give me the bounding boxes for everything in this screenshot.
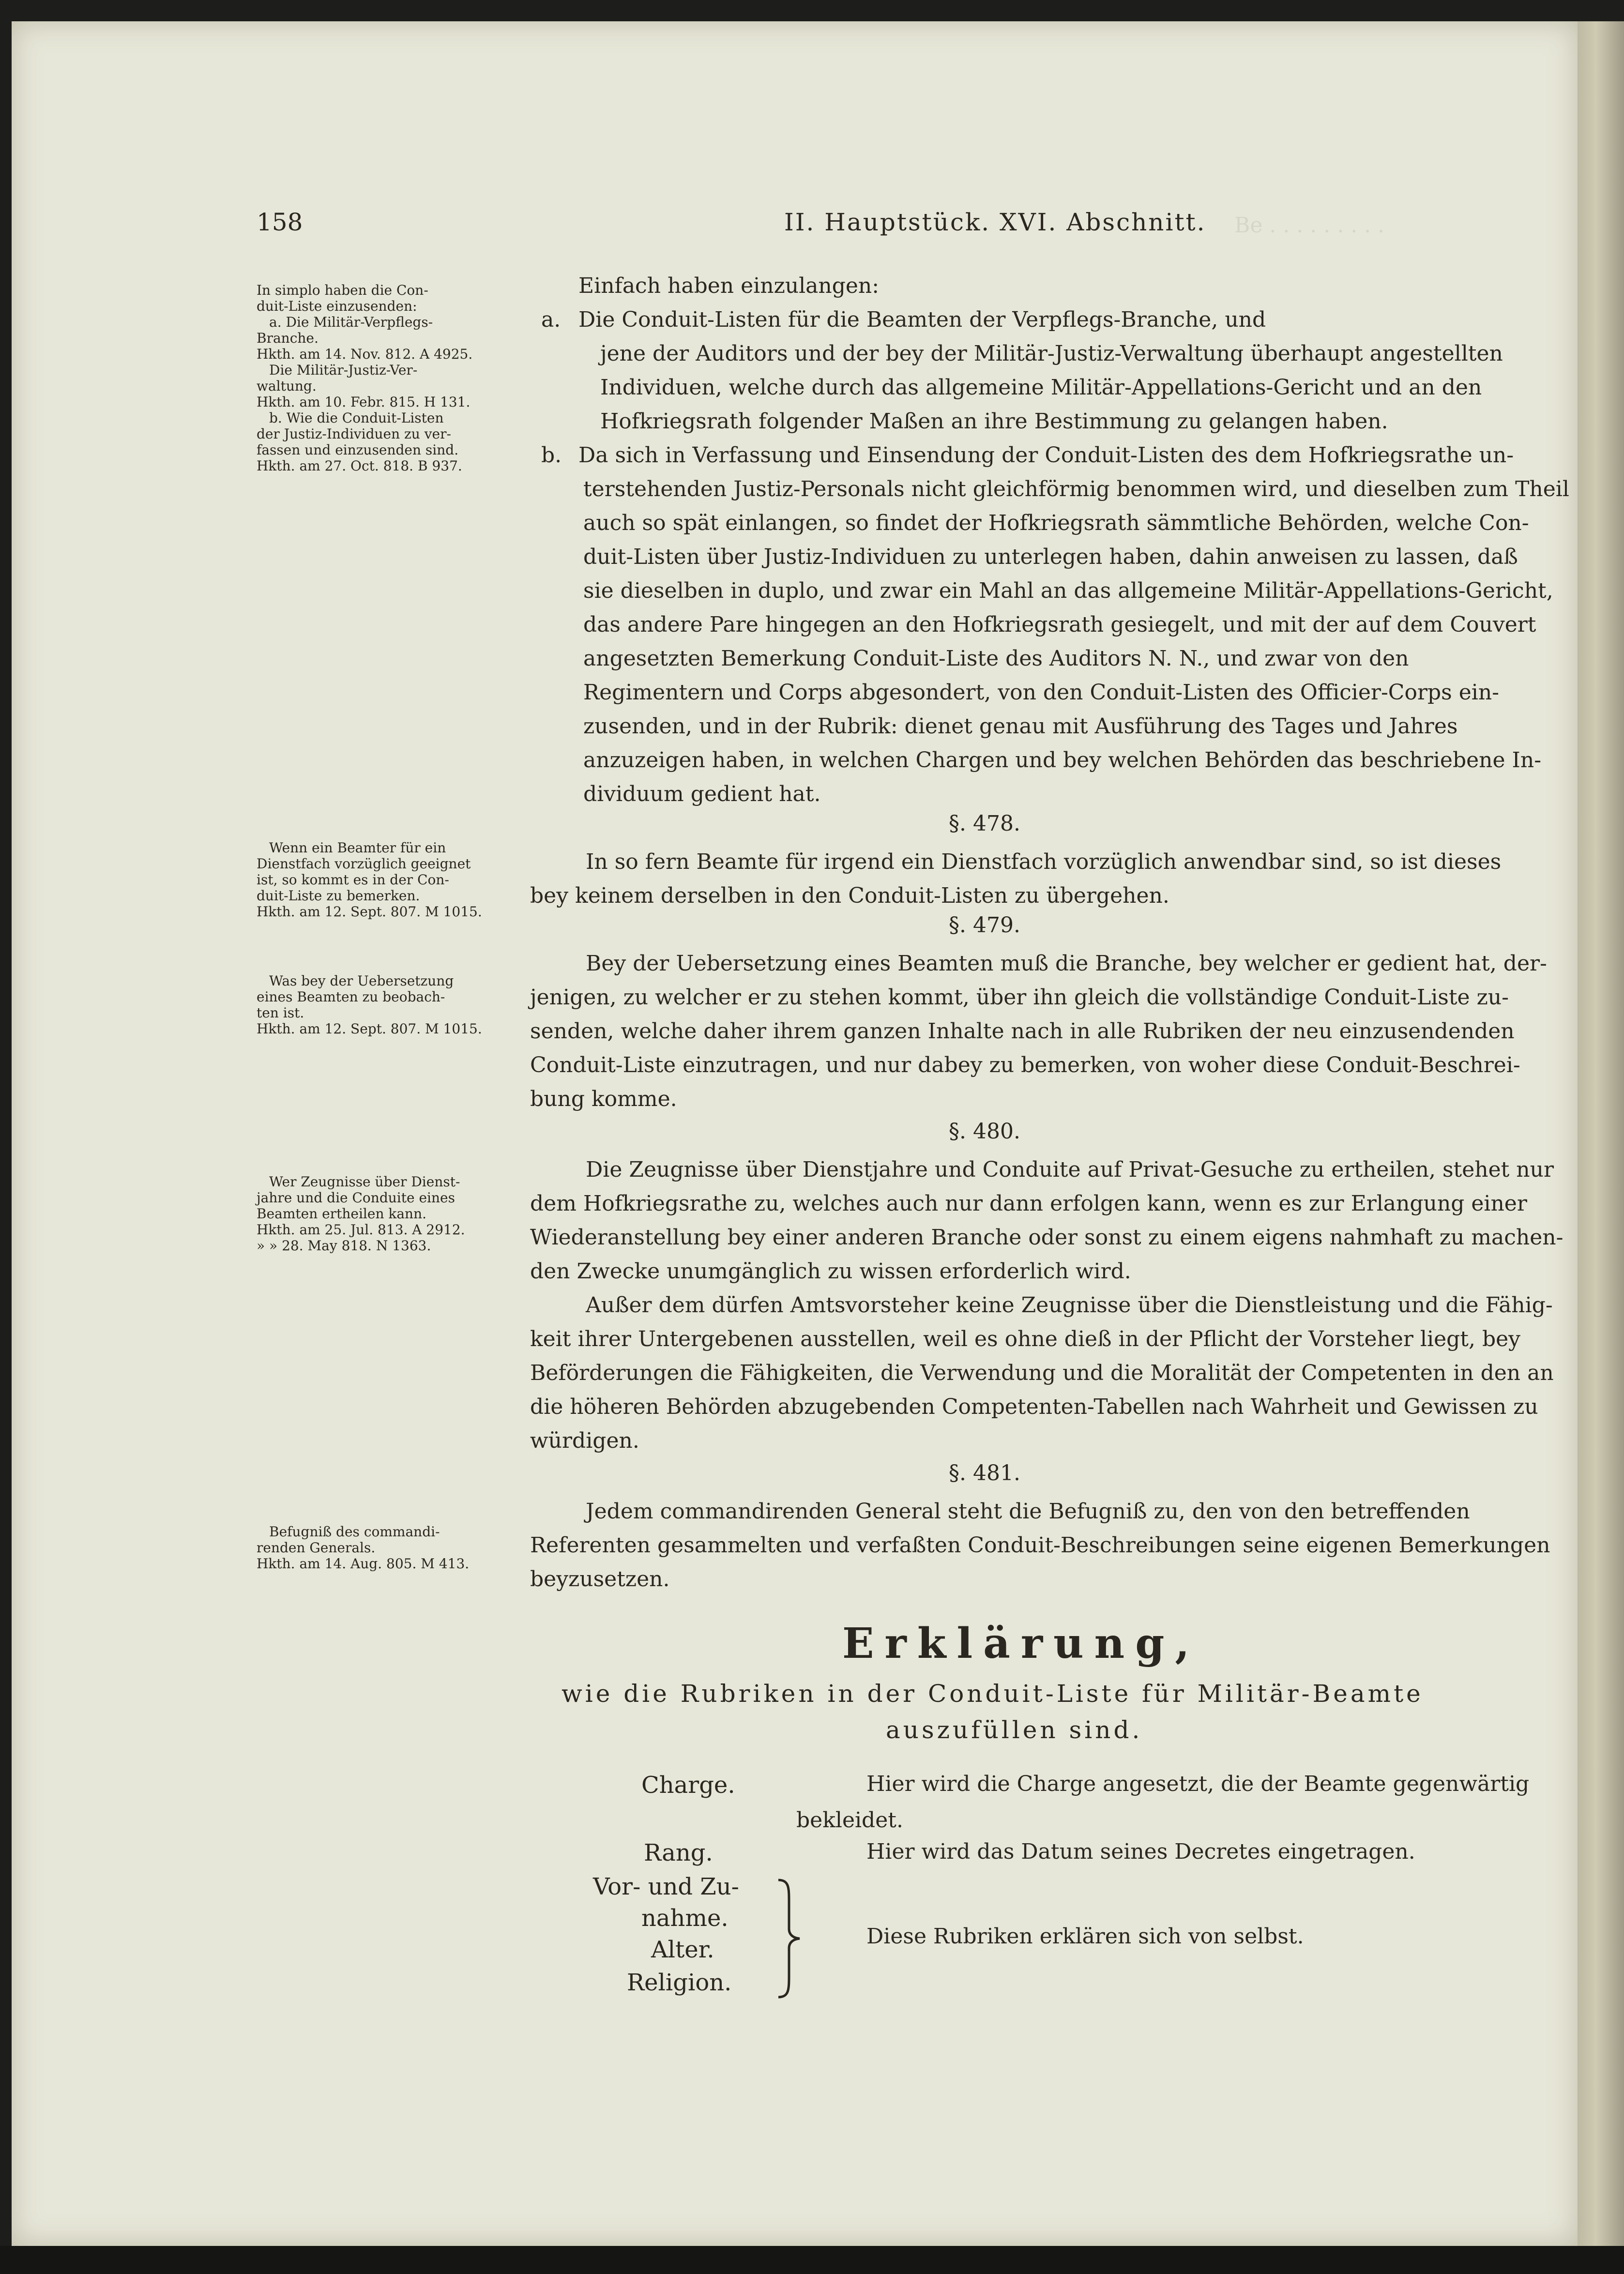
margin-line: Wenn ein Beamter für ein <box>269 840 446 856</box>
item-b-line: das andere Pare hingegen an den Hofkriegsrath gesiegelt, und mit der auf dem Couvert <box>583 612 1536 637</box>
margin-line: renden Generals. <box>257 1540 376 1556</box>
margin-line: a. Die Militär-Verpflegs- <box>269 314 433 330</box>
running-head: II. Hauptstück. XVI. Abschnitt. <box>784 208 1206 236</box>
item-b-line: auch so spät einlangen, so findet der Hofkriegsrath sämmtliche Behörden, welche Con- <box>583 511 1529 535</box>
margin-note-5 <box>257 1524 518 1572</box>
section-480-heading: §. 480. <box>949 1119 1020 1144</box>
section-480-line: keit ihrer Untergebenen ausstellen, weil es ohne dieß in der Pflicht der Vorsteher liegt, bey <box>530 1327 1520 1351</box>
margin-line: waltung. <box>257 378 317 394</box>
section-481-line: beyzusetzen. <box>530 1567 670 1592</box>
margin-line: Hkth. am 14. Nov. 812. A 4925. <box>257 346 473 362</box>
section-478-heading: §. 478. <box>949 811 1020 836</box>
rubric-name-label: Vor- und Zu- <box>593 1873 739 1900</box>
margin-note-3 <box>257 973 518 1037</box>
item-b-line: sie dieselben in duplo, und zwar ein Mahl an das allgemeine Militär-Appellations-Gericht, <box>583 578 1553 603</box>
section-480-line: Die Zeugnisse über Dienstjahre und Conduite auf Privat-Gesuche zu ertheilen, stehet nur <box>586 1157 1554 1182</box>
margin-line: ten ist. <box>257 1005 304 1021</box>
section-480-line: dem Hofkriegsrathe zu, welches auch nur dann erfolgen kann, wenn es zur Erlangung einer <box>530 1191 1527 1216</box>
margin-line: » » 28. May 818. N 1363. <box>257 1238 431 1254</box>
margin-line: In simplo haben die Con- <box>257 282 428 298</box>
section-479-line: senden, welche daher ihrem ganzen Inhalte nach in alle Rubriken der neu einzusendenden <box>530 1019 1515 1044</box>
margin-line: Wer Zeugnisse über Dienst- <box>269 1174 460 1190</box>
item-b-line: angesetzten Bemerkung Conduit-Liste des Auditors N. N., und zwar von den <box>583 646 1409 671</box>
margin-line: Hkth. am 12. Sept. 807. M 1015. <box>257 904 482 920</box>
rubric-alter-label: Alter. <box>651 1936 714 1963</box>
item-b-marker: b. <box>541 443 562 468</box>
item-b-line: dividuum gedient hat. <box>583 782 821 806</box>
item-b-line: terstehenden Justiz-Personals nicht gleichförmig benommen wird, und dieselben zum Theil <box>583 477 1569 501</box>
section-479-line: Conduit-Liste einzutragen, und nur dabey zu bemerken, von woher diese Conduit-Beschrei- <box>530 1053 1520 1077</box>
section-480-line: Außer dem dürfen Amtsvorsteher keine Zeugnisse über die Dienstleistung und die Fähig- <box>586 1293 1553 1318</box>
section-481-line: Referenten gesammelten und verfaßten Conduit-Beschreibungen seine eigenen Bemerkungen <box>530 1533 1550 1558</box>
rubric-charge-label: Charge. <box>641 1772 735 1799</box>
page-number: 158 <box>257 208 303 236</box>
margin-line: eines Beamten zu beobach- <box>257 989 445 1005</box>
margin-line: jahre und die Conduite eines <box>257 1190 455 1206</box>
section-480-line: die höheren Behörden abzugebenden Competenten-Tabellen nach Wahrheit und Gewissen zu <box>530 1395 1538 1419</box>
margin-line: der Justiz-Individuen zu ver- <box>257 426 451 442</box>
margin-line: Hkth. am 14. Aug. 805. M 413. <box>257 1556 470 1572</box>
rubric-rang-label: Rang. <box>644 1839 713 1866</box>
section-479-heading: §. 479. <box>949 913 1020 938</box>
item-a-line: Die Conduit-Listen für die Beamten der Verpflegs-Branche, und <box>578 307 1266 332</box>
margin-line: Hkth. am 27. Oct. 818. B 937. <box>257 458 462 474</box>
margin-line: Befugniß des commandi- <box>269 1524 440 1540</box>
section-478-line: In so fern Beamte für irgend ein Dienstfach vorzüglich anwendbar sind, so ist dieses <box>586 849 1502 874</box>
rubric-charge-desc: Hier wird die Charge angesetzt, die der Beamte gegenwärtig <box>866 1772 1530 1796</box>
item-a-line: Hofkriegsrath folgender Maßen an ihre Bestimmung zu gelangen haben. <box>600 409 1388 434</box>
rubric-religion-label: Religion. <box>627 1969 732 1996</box>
margin-line: Hkth. am 12. Sept. 807. M 1015. <box>257 1021 482 1037</box>
margin-line: Beamten ertheilen kann. <box>257 1206 426 1222</box>
margin-line: b. Wie die Conduit-Listen <box>269 410 444 426</box>
item-b-line: Regimentern und Corps abgesondert, von den Conduit-Listen des Officier-Corps ein- <box>583 680 1500 705</box>
margin-note-2 <box>257 840 518 920</box>
item-a-line: jene der Auditors und der bey der Militär-Justiz-Verwaltung überhaupt angestellten <box>600 341 1503 366</box>
section-480-line: würdigen. <box>530 1428 639 1453</box>
margin-line: Hkth. am 10. Febr. 815. H 131. <box>257 394 471 410</box>
section-480-line: den Zwecke unumgänglich zu wissen erforderlich wird. <box>530 1259 1131 1284</box>
section-481-heading: §. 481. <box>949 1461 1020 1486</box>
item-b-line: zusenden, und in der Rubrik: dienet genau mit Ausführung des Tages und Jahres <box>583 714 1458 739</box>
item-b-line: Da sich in Verfassung und Einsendung der Conduit-Listen des dem Hofkriegsrathe un- <box>578 443 1514 468</box>
margin-line: fassen und einzusenden sind. <box>257 442 459 458</box>
section-479-line: bung komme. <box>530 1087 677 1111</box>
rubric-rang-desc: Hier wird das Datum seines Decretes eingetragen. <box>866 1839 1415 1864</box>
section-479-line: Bey der Uebersetzung eines Beamten muß die Branche, bey welcher er gedient hat, der- <box>586 951 1547 976</box>
section-481-line: Jedem commandirenden General steht die Befugniß zu, den von den betreffenden <box>586 1499 1470 1524</box>
margin-line: ist, so kommt es in der Con- <box>257 872 449 888</box>
margin-line: Die Militär-Justiz-Ver- <box>269 362 418 378</box>
section-478-line: bey keinem derselben in den Conduit-Listen zu übergehen. <box>530 883 1169 908</box>
margin-line: Branche. <box>257 330 319 346</box>
bleed-through-text: Be . . . . . . . . . <box>1234 213 1385 238</box>
item-a-marker: a. <box>541 307 561 332</box>
item-b-line: anzuzeigen haben, in welchen Chargen und bey welchen Behörden das beschriebene In- <box>583 748 1542 773</box>
margin-line: Dienstfach vorzüglich geeignet <box>257 856 471 872</box>
margin-line: duit-Liste zu bemerken. <box>257 888 420 904</box>
section-480-line: Wiederanstellung bey einer anderen Branche oder sonst zu einem eigens nahmhaft zu machen- <box>530 1225 1563 1250</box>
rubric-name-label: nahme. <box>641 1905 729 1932</box>
section-479-line: jenigen, zu welcher er zu stehen kommt, über ihn gleich die vollständige Conduit-Liste zu- <box>530 985 1509 1010</box>
explanation-subtitle: auszufüllen sind. <box>886 1716 1143 1744</box>
margin-line: Hkth. am 25. Jul. 813. A 2912. <box>257 1222 465 1238</box>
margin-note-1 <box>257 282 518 474</box>
explanation-title: Erklärung, <box>842 1619 1200 1668</box>
rubric-self-explanatory: Diese Rubriken erklären sich von selbst. <box>866 1924 1304 1949</box>
facing-page-edge <box>1578 21 1624 2246</box>
section-480-line: Beförderungen die Fähigkeiten, die Verwendung und die Moralität der Competenten in den an <box>530 1361 1554 1385</box>
margin-line: duit-Liste einzusenden: <box>257 298 417 314</box>
item-a-line: Individuen, welche durch das allgemeine Militär-Appellations-Gericht und an den <box>600 375 1482 400</box>
margin-line: Was bey der Uebersetzung <box>269 973 454 989</box>
intro-line: Einfach haben einzulangen: <box>578 273 880 298</box>
scan-bottom-border <box>0 2246 1624 2274</box>
explanation-subtitle: wie die Rubriken in der Conduit-Liste für Militär-Beamte <box>562 1680 1424 1708</box>
item-b-line: duit-Listen über Justiz-Individuen zu unterlegen haben, dahin anweisen zu lassen, daß <box>583 545 1518 569</box>
curly-brace-icon <box>774 1878 804 1999</box>
rubric-charge-desc: bekleidet. <box>796 1808 903 1833</box>
margin-note-4 <box>257 1174 518 1254</box>
